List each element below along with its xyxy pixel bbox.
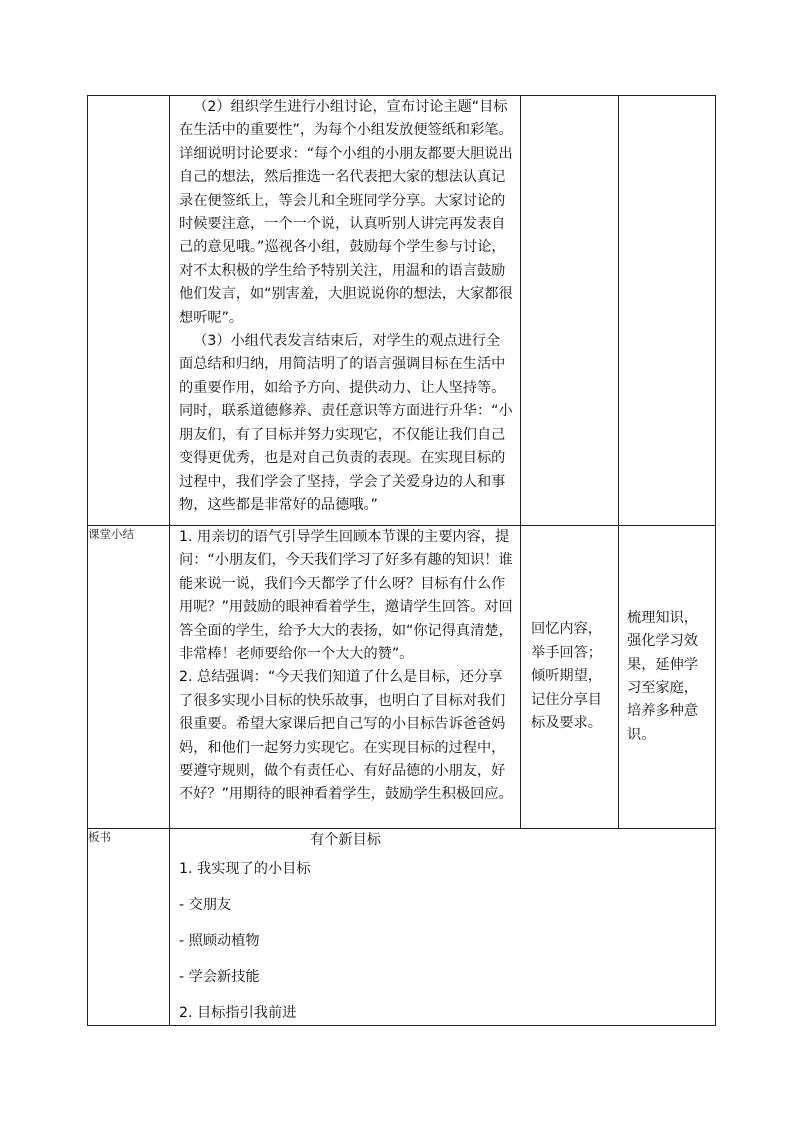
table-row — [88, 526, 716, 829]
paragraph: （2）组织学生进行小组讨论，宣布讨论主题“目标在生活中的重要性”，为每个小组发放便签纸和彩笔。详细说明讨论要求：“每个小组的小朋友都要大胆说出自己的想法，然后推选一名代表把大家的想法认真记录在便签纸上，等会儿和全班同学分享。大家讨论的时候要注意，一个一个说，认真听别人讲完再发表自己的意见哦。”巡视各小组，鼓励每个学生参与讨论，对不太积极的学生给予特别关注，用温和的语言鼓励他们发言，如“别害羞，大胆说说你的想法，大家都很想听呢”。 — [179, 99, 513, 326]
table-row — [88, 829, 716, 1026]
design-intent-text: 梳理知识，强化学习效果，延伸学习至家庭，培养多种意识。 — [627, 609, 698, 743]
row-label — [88, 96, 170, 526]
blackboard-line: - 交朋友 — [179, 897, 232, 913]
activity-cell — [170, 526, 521, 829]
table-row — [88, 96, 716, 526]
paragraph: 2. 总结强调：“今天我们知道了什么是目标，还分享了很多实现小目标的快乐故事，也明白了目标对我们很重要。希望大家课后把自己写的小目标告诉爸爸妈妈，和他们一起努力实现它。在实现目标的过程中，要遵守规则，做个有责任心、有好品德的小朋友，好不好？”用期待的眼神看着学生，鼓励学生积极回应。 — [179, 669, 513, 803]
design-intent-cell — [619, 96, 716, 526]
student-activity-cell — [521, 96, 619, 526]
paragraph: 1. 用亲切的语气引导学生回顾本节课的主要内容，提问：“小朋友们，今天我们学习了好多有趣的知识！谁能来说一说，我们今天都学了什么呀？目标有什么作用呢？”用鼓励的眼神看着学生，邀请学生回答。对回答全面的学生，给予大大的表扬，如“你记得真清楚，非常棒！老师要给你一个大大的赞”。 — [179, 529, 513, 663]
activity-cell — [170, 96, 521, 526]
blackboard-cell — [170, 829, 716, 1026]
row-label: 课堂小结 — [88, 526, 170, 829]
blackboard-line: - 照顾动植物 — [179, 933, 260, 949]
blackboard-line: - 学会新技能 — [179, 969, 260, 985]
student-activity-cell — [521, 526, 619, 829]
blackboard-line: 1. 我实现了的小目标 — [179, 861, 311, 877]
blackboard-title: 有个新目标 — [310, 832, 381, 848]
student-activity-text: 回忆内容，举手回答；倾听期望，记住分享目标及要求。 — [531, 621, 602, 732]
lesson-plan-table — [87, 95, 716, 1026]
paragraph: （3）小组代表发言结束后，对学生的观点进行全面总结和归纳，用简洁明了的语言强调目标在生活中的重要作用，如给予方向、提供动力、让人坚持等。同时，联系道德修养、责任意识等方面进行升华：“小朋友们，有了目标并努力实现它，不仅能让我们自己变得更优秀，也是对自己负责的表现。在实现目标的过程中，我们学会了坚持，学会了关爱身边的人和事物，这些都是非常好的品德哦。” — [179, 333, 513, 513]
design-intent-cell — [619, 526, 716, 829]
blackboard-line: 2. 目标指引我前进 — [179, 1005, 297, 1021]
row-label: 板书 — [88, 829, 170, 1026]
